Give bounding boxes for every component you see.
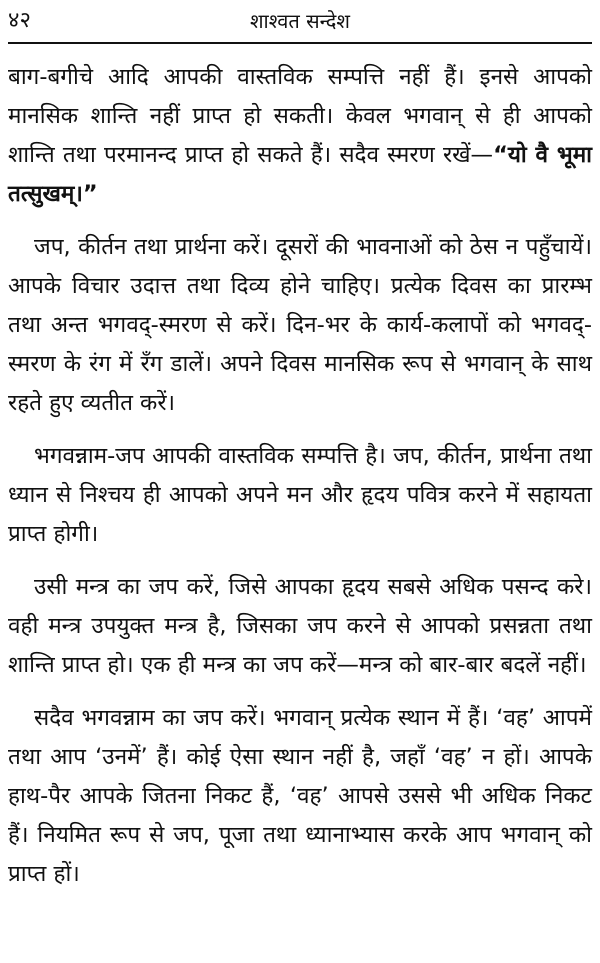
book-title: शाश्वत सन्देश [249,9,351,33]
paragraph-4: उसी मन्त्र का जप करें, जिसे आपका हृदय सबसे अधिक पसन्द करे। वही मन्त्र उपयुक्त मन्त्र है, जिसका जप करने से आपको प्रसन्नता तथा शान्ति प्राप्त हो। एक ही मन्त्र का जप करें—मन्त्र को बार-बार बदलें नहीं। [8,574,592,678]
sanskrit-quote: “यो वै भूमा तत्सुखम्।” [8,142,592,207]
page-number: ४२ [8,8,31,33]
running-header [8,4,592,44]
paragraph-5: सदैव भगवन्नाम का जप करें। भगवान् प्रत्येक स्थान में हैं। ‘वह’ आपमें तथा आप ‘उनमें’ हैं। कोई ऐसा स्थान नहीं है, जहाँ ‘वह’ न हों। आपके हाथ-पैर आपके जितना निकट हैं, ‘वह’ आपसे उससे भी अधिक निकट हैं। नियमित रूप से जप, पूजा तथा ध्यानाभ्यास करके आप भगवान् को प्राप्त हों। [8,705,592,887]
paragraph-1 [8,58,592,214]
paragraph-3: भगवन्नाम-जप आपकी वास्तविक सम्पत्ति है। जप, कीर्तन, प्रार्थना तथा ध्यान से निश्चय ही आपको अपने मन और हृदय पवित्र करने में सहायता प्राप्त होगी। [8,443,592,547]
paragraph-1-text: बाग-बगीचे आदि आपकी वास्तविक सम्पत्ति नहीं हैं। इनसे आपको मानसिक शान्ति नहीं प्राप्त हो सकती। केवल भगवान् से ही आपको शान्ति तथा परमानन्द प्राप्त हो सकते हैं। सदैव स्मरण रखें— [8,64,592,168]
body-text [8,58,592,894]
paragraph-2: जप, कीर्तन तथा प्रार्थना करें। दूसरों की भावनाओं को ठेस न पहुँचायें। आपके विचार उदात्त तथा दिव्य होने चाहिए। प्रत्येक दिवस का प्रारम्भ तथा अन्त भगवद्-स्मरण से करें। दिन-भर के कार्य-कलापों को भगवद्-स्मरण के रंग में रँग डालें। अपने दिवस मानसिक रूप से भगवान् के साथ रहते हुए व्यतीत करें। [8,234,592,416]
